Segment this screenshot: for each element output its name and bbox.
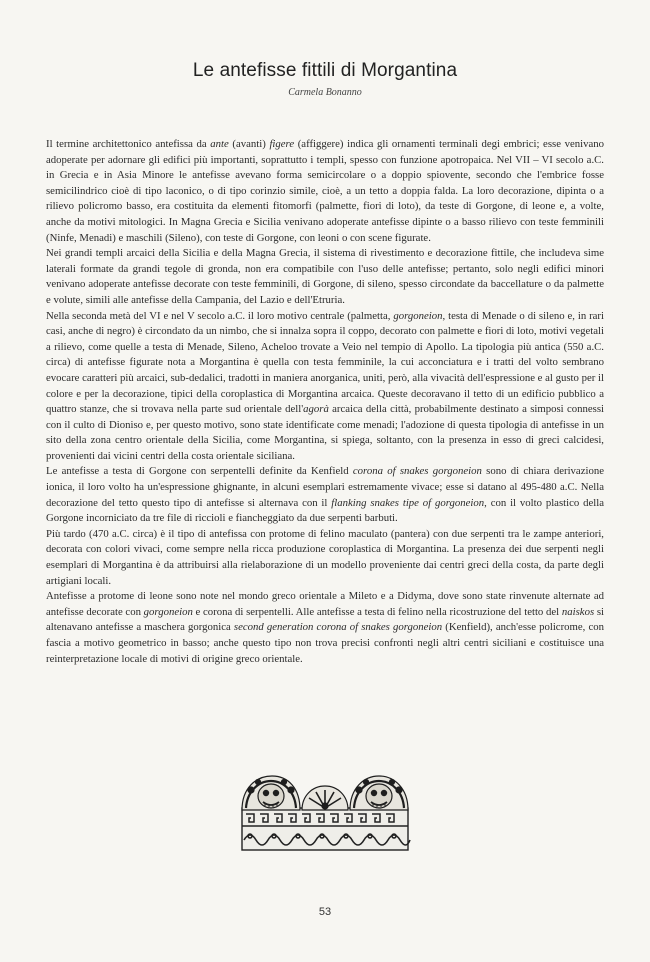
paragraph: Più tardo (470 a.C. circa) è il tipo di antefissa con protome di felino maculato (pantera) con due serpenti tra le zampe anteriori, decorata con colori vivaci, come sempre nella ricca produzione coroplastica di Morgantina. La presenza dei due serpenti negli esemplari di Morgantina è da attribuirsi alla rielaborazione di un modello proveniente dai centri greci della costa, da parte degli artigiani locali. (46, 527, 604, 587)
article-body (46, 137, 604, 667)
page-number: 53 (318, 906, 332, 918)
paragraph: Antefisse a protome di leone sono note nel mondo greco orientale a Mileto e a Didyma, dove sono state rinvenute alternate ad antefisse decorate con gorgoneion e corona di serpentelli. Alle antefisse a testa di felino nella ricostruzione del tetto del naiskos si altenavano antefisse a maschera gorgonica second generation corona of snakes gorgoneion (Kenfield), anch'esse policrome, con fascia a motivo geometrico in basso; anche questo tipo non trova precisi confronti negli altri centri siciliani e costituisce una reinterpretazione locale di motivi di origine greco orientale. (46, 590, 605, 665)
paragraph: Nella seconda metà del VI e nel V secolo a.C. il loro motivo centrale (palmetta, gorgoneion, testa di Menade o di sileno e, in rari casi, anche di negro) è circondato da un nimbo, che si innalza sopra il coppo, decorato con palmette e fiori di loto, motivi vegetali a rilievo, come quelle a testa di Menade, Sileno, Acheloo trovate a Veio nel tempio di Apollo. La tipologia più antica (550 a.C. circa) di antefisse figurate nota a Morgantina è quella con testa femminile, la cui acconciatura e i tratti del volto sembrano evocare caratteri più arcaici, sub-dedalici, tradotti in maniera anorganica, uniti, però, alla vivacità dell'espressione e al gusto per il colore e per la decorazione, tipici della coroplastica di Morgantina arcaica. Queste decoravano il tetto di un edificio pubblico a quattro stanze, che si trovava nella parte sud orientale dell'agorà arcaica della città, probabilmente destinato a simposi connessi con il culto di Dioniso e, per questo motivo, sono state identificate come menadi; l'adozione di questa tipologia di antefisse in un sito della zona centro orientale della Sicilia, come Morgantina, si spiega, soltanto, con la presenza in esso di greci calcidesi, provenienti dai vicini centri della costa orientale siciliana. (46, 309, 605, 462)
middle-antefix (302, 786, 348, 810)
page-title: Le antefisse fittili di Morgantina (192, 60, 458, 81)
author-name: Carmela Bonanno (288, 87, 362, 98)
right-antefix (350, 776, 408, 810)
paragraph: Nei grandi templi arcaici della Sicilia e della Magna Grecia, il sistema di rivestimento e decorazione fittile, che includeva sime laterali formate da grandi tegole di gronda, non era compatibile con l'uso delle antefisse; pertanto, solo negli edifici minori venivano adoperate antefisse decorate con teste femminili, di Gorgone, di sileno, spesso circondate da baccellature o da palmette e volute, simili alle antefisse della Campania, del Lazio e dell'Etruria. (46, 247, 604, 306)
antefix-roof-illustration (236, 774, 414, 854)
left-antefix (242, 776, 300, 810)
paragraph: Il termine architettonico antefissa da ante (avanti) figere (affiggere) indica gli ornamenti terminali degi embrici; esse venivano adoperate per adornare gli edifici più importanti, soprattutto i templi, spesso con funzione apotropaica. Nel VII – VI secolo a.C. in Grecia e in Asia Minore le antefisse avevano forma semicircolare o a doppio spiovente, secondo che l'embrice fosse semicilindrico cioè di tipo laconico, o di tipo corinzio simile, cioè, a un tetto a doppia falda. La loro decorazione, dipinta o a rilievo policromo basso, era costituita da elementi fitomorfi (palmette, fiori di loto), da teste di Gorgone, di leone e, a volte, anche da motivi mitologici. In Magna Grecia e Sicilia venivano adoperate antefisse dipinte o a basso rilievo con teste femminili (Ninfe, Menadi) e maschili (Sileno), con teste di Gorgone, con leoni o con scene figurate. (46, 138, 604, 244)
paragraph: Le antefisse a testa di Gorgone con serpentelli definite da Kenfield corona of snakes gorgoneion sono di chiara derivazione ionica, il loro volto ha un'espressione ghignante, in alcuni esemplari estremamente vivace; esse si datano al 495-480 a.C. Nella decorazione del tetto questo tipo di antefisse si alternava con il flanking snakes tipe of gorgoneion, con il volto plastico della Gorgone incorniciato da tre file di riccioli e fiancheggiato da due serpenti barbuti. (46, 465, 604, 525)
